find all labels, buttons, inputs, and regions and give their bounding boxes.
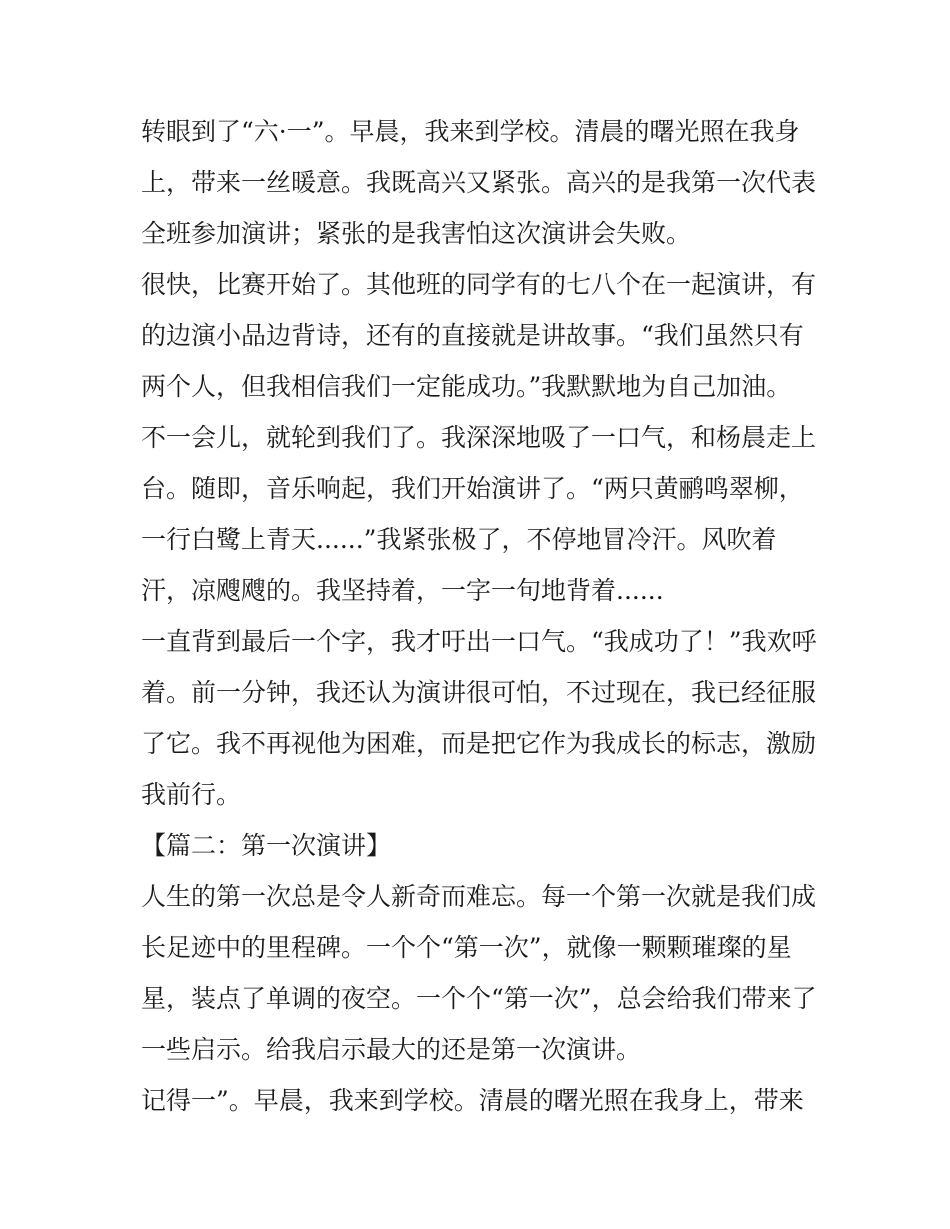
text-line: 人生的第一次总是令人新奇而难忘。每一个第一次就是我们成 — [141, 882, 817, 911]
text-line: 我前行。 — [141, 780, 242, 809]
text-line: 两个人，但我相信我们一定能成功。”我默默地为自己加油。 — [141, 372, 792, 401]
text-line: 一行白鹭上青天......”我紧张极了，不停地冒冷汗。风吹着 — [141, 525, 777, 554]
text-line: 台。随即，音乐响起，我们开始演讲了。“两只黄鹂鸣翠柳， — [141, 474, 804, 503]
text-line: 全班参加演讲；紧张的是我害怕这次演讲会失败。 — [141, 219, 692, 248]
document-body — [141, 106, 821, 1126]
text-line: 转眼到了“六·一”。早晨，我来到学校。清晨的曙光照在我身 — [141, 117, 800, 146]
text-line: 汗，凉飕飕的。我坚持着，一字一句地背着...... — [141, 576, 664, 605]
text-line: 长足迹中的里程碑。一个个“第一次”，就像一颗颗璀璨的星 — [141, 933, 792, 962]
section-heading: 【篇二：第一次演讲】 — [141, 831, 392, 860]
text-line: 记得一”。早晨，我来到学校。清晨的曙光照在我身上，带来 — [141, 1086, 804, 1115]
text-line: 很快，比赛开始了。其他班的同学有的七八个在一起演讲，有 — [141, 270, 817, 299]
text-line: 着。前一分钟，我还认为演讲很可怕，不过现在，我已经征服 — [141, 678, 817, 707]
text-line: 一些启示。给我启示最大的还是第一次演讲。 — [141, 1035, 642, 1064]
text-line: 星，装点了单调的夜空。一个个“第一次”，总会给我们带来了 — [141, 984, 817, 1013]
text-line: 不一会儿，就轮到我们了。我深深地吸了一口气，和杨晨走上 — [141, 423, 817, 452]
text-line: 上，带来一丝暖意。我既高兴又紧张。高兴的是我第一次代表 — [141, 168, 817, 197]
text-line: 了它。我不再视他为困难，而是把它作为我成长的标志，激励 — [141, 729, 817, 758]
text-line: 的边演小品边背诗，还有的直接就是讲故事。“我们虽然只有 — [141, 321, 804, 350]
text-line: 一直背到最后一个字，我才吁出一口气。“我成功了！”我欢呼 — [141, 627, 817, 656]
